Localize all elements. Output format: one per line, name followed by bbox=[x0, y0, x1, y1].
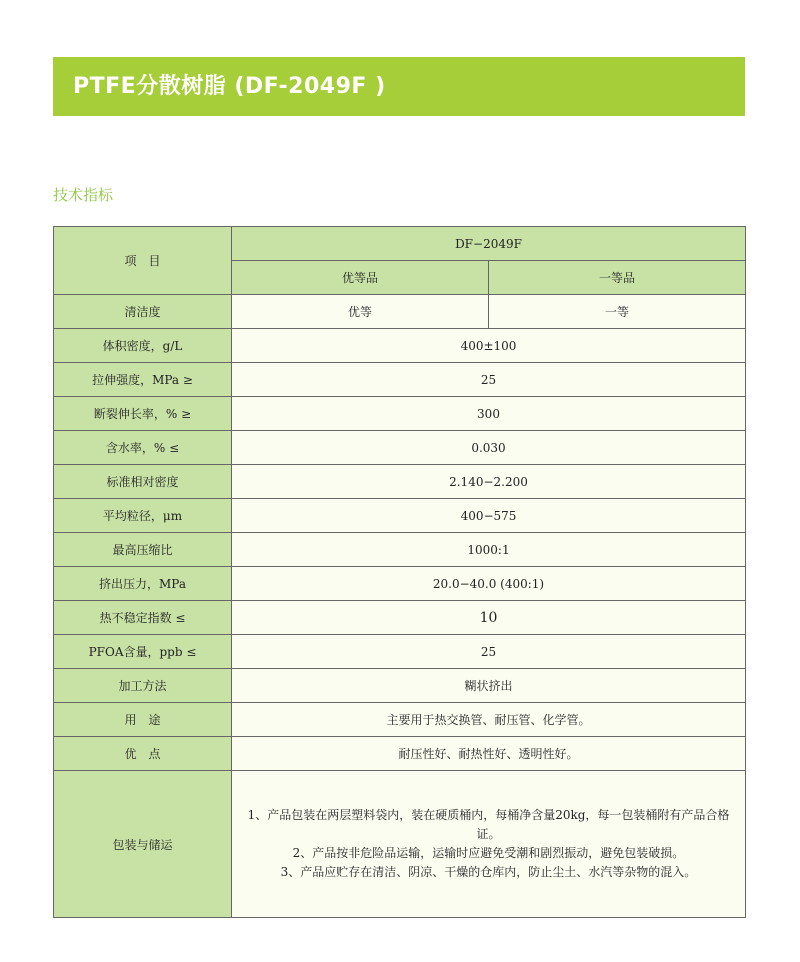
item-header-cell: 项 目 bbox=[54, 227, 232, 295]
row-value-first: 一等 bbox=[489, 295, 746, 329]
row-label: 热不稳定指数 ≤ bbox=[54, 601, 232, 635]
row-label: 挤出压力，MPa bbox=[54, 567, 232, 601]
table-row bbox=[54, 737, 746, 771]
table-row bbox=[54, 669, 746, 703]
row-value: 400−575 bbox=[232, 499, 746, 533]
row-label: PFOA含量，ppb ≤ bbox=[54, 635, 232, 669]
row-label: 体积密度，g/L bbox=[54, 329, 232, 363]
row-value: 300 bbox=[232, 397, 746, 431]
row-value: 糊状挤出 bbox=[232, 669, 746, 703]
row-value: 400±100 bbox=[232, 329, 746, 363]
model-header-cell: DF−2049F bbox=[232, 227, 746, 261]
row-label: 最高压缩比 bbox=[54, 533, 232, 567]
row-value: 耐压性好、耐热性好、透明性好。 bbox=[232, 737, 746, 771]
row-label: 断裂伸长率，% ≥ bbox=[54, 397, 232, 431]
table-row bbox=[54, 329, 746, 363]
packaging-row bbox=[54, 771, 746, 918]
packaging-text bbox=[232, 771, 746, 918]
packaging-label: 包装与储运 bbox=[54, 771, 232, 918]
table-header-row bbox=[54, 227, 746, 261]
table-row bbox=[54, 567, 746, 601]
table-row bbox=[54, 363, 746, 397]
row-label: 标准相对密度 bbox=[54, 465, 232, 499]
row-label: 用 途 bbox=[54, 703, 232, 737]
title-banner bbox=[53, 57, 745, 116]
row-value: 25 bbox=[232, 363, 746, 397]
row-value: 主要用于热交换管、耐压管、化学管。 bbox=[232, 703, 746, 737]
table-row bbox=[54, 499, 746, 533]
table-row bbox=[54, 465, 746, 499]
row-value-premium: 优等 bbox=[232, 295, 489, 329]
row-label: 优 点 bbox=[54, 737, 232, 771]
row-label: 加工方法 bbox=[54, 669, 232, 703]
table-row bbox=[54, 397, 746, 431]
row-label: 清洁度 bbox=[54, 295, 232, 329]
grade-header-premium: 优等品 bbox=[232, 261, 489, 295]
table-row bbox=[54, 601, 746, 635]
row-label: 平均粒径，μm bbox=[54, 499, 232, 533]
table-row bbox=[54, 295, 746, 329]
row-value: 0.030 bbox=[232, 431, 746, 465]
table-row bbox=[54, 533, 746, 567]
row-value: 10 bbox=[232, 601, 746, 635]
page-title: PTFE分散树脂 (DF-2049F ) bbox=[73, 74, 386, 99]
table-row bbox=[54, 635, 746, 669]
table-row bbox=[54, 703, 746, 737]
row-value: 1000:1 bbox=[232, 533, 746, 567]
row-label: 拉伸强度，MPa ≥ bbox=[54, 363, 232, 397]
spec-table bbox=[53, 226, 746, 918]
table-row bbox=[54, 431, 746, 465]
row-label: 含水率，% ≤ bbox=[54, 431, 232, 465]
row-value: 25 bbox=[232, 635, 746, 669]
section-title: 技术指标 bbox=[53, 186, 114, 204]
row-value: 2.140−2.200 bbox=[232, 465, 746, 499]
packaging-line-2: 2、产品按非危险品运输，运输时应避免受潮和剧烈振动，避免包装破损。 bbox=[292, 846, 685, 860]
grade-header-first: 一等品 bbox=[489, 261, 746, 295]
packaging-line-1: 1、产品包装在两层塑料袋内，装在硬质桶内，每桶净含量20kg，每一包装桶附有产品合格证。 bbox=[247, 808, 730, 841]
packaging-line-3: 3、产品应贮存在清洁、阴凉、干燥的仓库内，防止尘土、水汽等杂物的混入。 bbox=[280, 865, 697, 879]
row-value: 20.0−40.0 (400:1) bbox=[232, 567, 746, 601]
